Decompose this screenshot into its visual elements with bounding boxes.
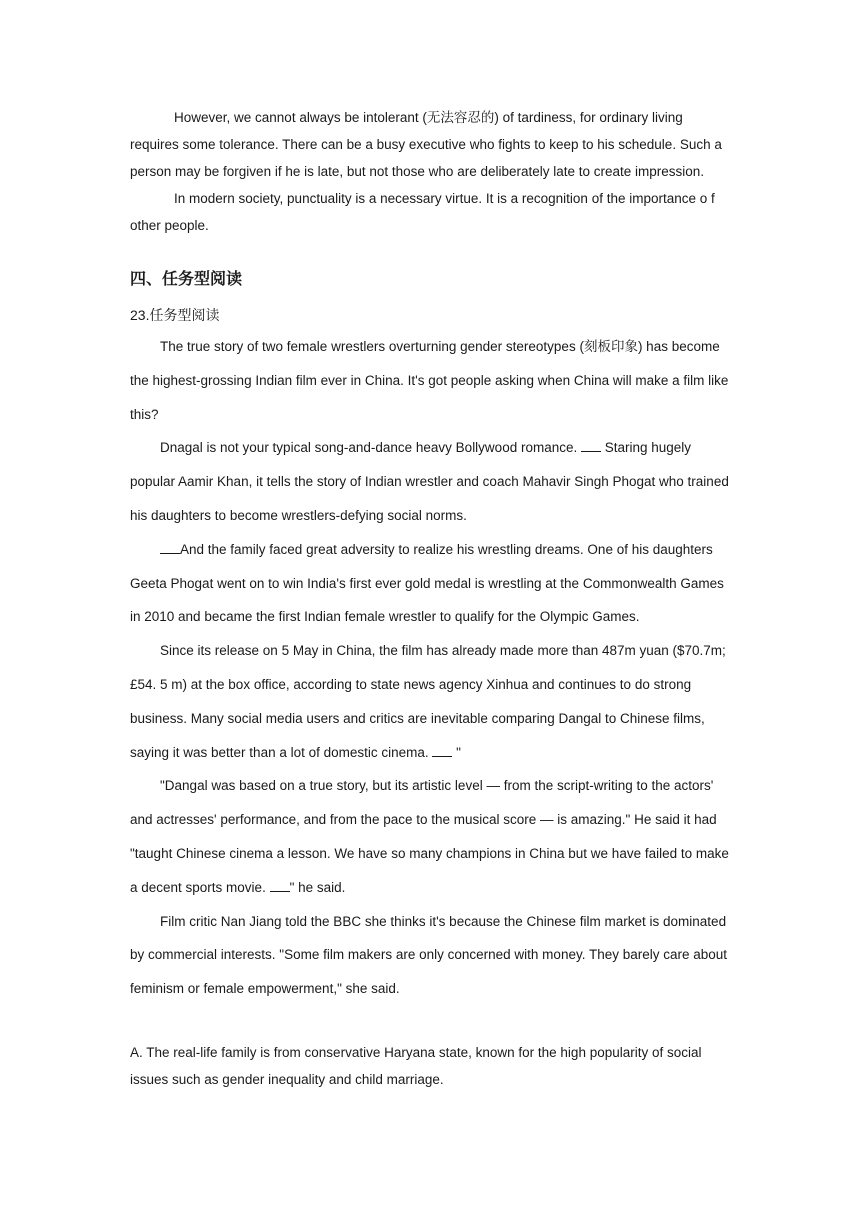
passage-paragraph-1: The true story of two female wrestlers overturning gender stereotypes (刻板印象) has become the highest-grossing Indian film ever in China. It's got people asking when China will make a film like this? <box>130 339 729 422</box>
passage-text: " he said. <box>289 879 346 895</box>
reading-passage <box>130 330 730 1006</box>
answer-blank-2[interactable] <box>160 541 180 554</box>
answer-blank-3[interactable] <box>432 744 452 757</box>
passage-paragraph-2 <box>130 431 730 532</box>
question-label: 23.任务型阅读 <box>130 307 220 323</box>
intro-paragraph-1: However, we cannot always be intolerant (无法容忍的) of tardiness, for ordinary living requires some tolerance. There can be a busy executive who fights to keep to his schedule. Such a person may be forgiven if he is late, but not those who are deliberately late to create impression. <box>130 110 722 179</box>
passage-paragraph-5 <box>130 769 730 904</box>
option-a: A. The real-life family is from conservative Haryana state, known for the high popularity of social issues such as gender inequality and child marriage. <box>130 1045 702 1087</box>
passage-text: And the family faced great adversity to realize his wrestling dreams. One of his daughters Geeta Phogat went on to win India's first ever gold medal is wrestling at the Commonwealth Games in 2010 and became the first Indian female wrestler to qualify for the Olympic Games. <box>130 541 724 625</box>
passage-text: Since its release on 5 May in China, the film has already made more than 487m yuan ($70.7m; £54. 5 m) at the box office, according to state news agency Xinhua and continues to do strong business. Many social media users and critics are inevitable comparing Dangal to Chinese films, saying it was better than a lot of domestic cinema. <box>130 643 726 760</box>
answer-blank-1[interactable] <box>581 439 601 452</box>
passage-paragraph-6: Film critic Nan Jiang told the BBC she thinks it's because the Chinese film market is dominated by commercial interests. "Some film makers are only concerned with money. They barely care about feminism or female empowerment," she said. <box>130 913 728 997</box>
answer-blank-4[interactable] <box>270 879 290 892</box>
options-list <box>130 1039 730 1093</box>
passage-text: Dnagal is not your typical song-and-dance heavy Bollywood romance. <box>160 440 581 456</box>
passage-text: "Dangal was based on a true story, but its artistic level — from the script-writing to the actors' and actresses' performance, and from the pace to the musical score — is amazing." He said it had "taught Chinese cinema a lesson. We have so many champions in China but we have failed to make a decent sports movie. <box>130 778 729 895</box>
passage-paragraph-3 <box>130 533 730 634</box>
intro-section <box>130 104 730 239</box>
passage-paragraph-4 <box>130 634 730 769</box>
section-heading: 四、任务型阅读 <box>130 271 243 288</box>
intro-paragraph-2: In modern society, punctuality is a necessary virtue. It is a recognition of the importance o f other people. <box>130 191 715 233</box>
passage-text: " <box>452 744 461 760</box>
passage-text: Staring hugely popular Aamir Khan, it tells the story of Indian wrestler and coach Mahavir Singh Phogat who trained his daughters to become wrestlers-defying social norms. <box>130 440 729 523</box>
